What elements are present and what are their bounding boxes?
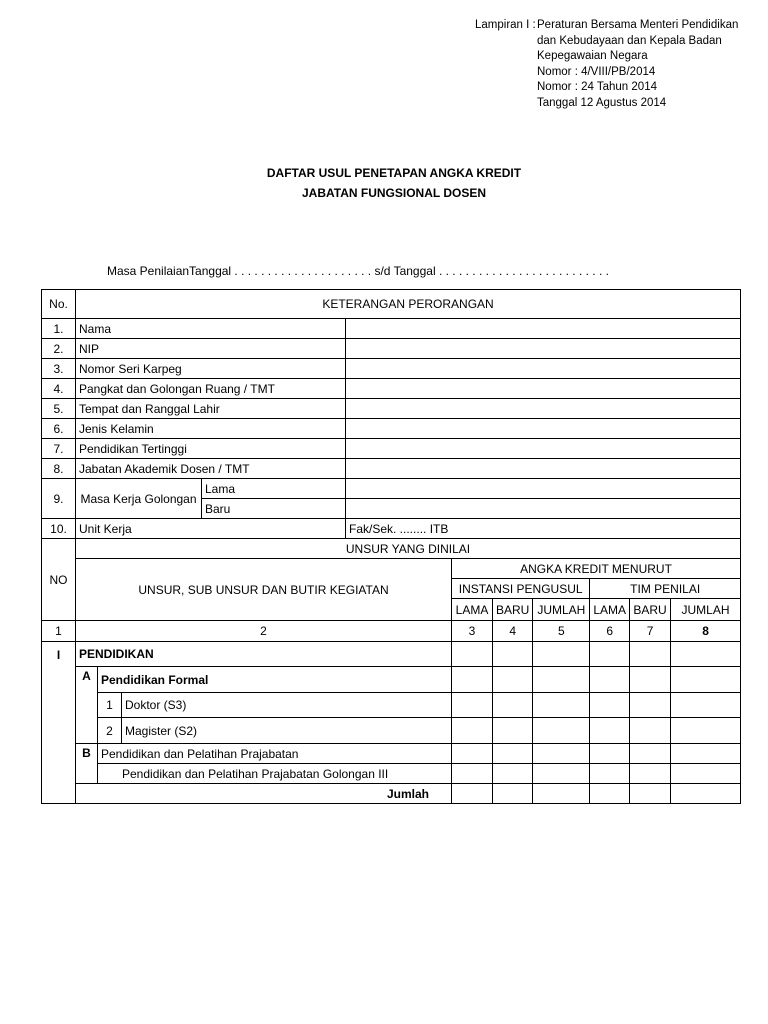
value-cell[interactable] <box>533 718 590 744</box>
no-col-header: NO <box>42 539 76 621</box>
subunsur-letter-a: A <box>76 667 98 744</box>
row-label: Nomor Seri Karpeg <box>76 359 346 379</box>
row-value[interactable] <box>346 459 741 479</box>
value-cell[interactable] <box>533 784 590 804</box>
row-value[interactable] <box>346 419 741 439</box>
doktor-label: Doktor (S3) <box>122 693 452 718</box>
masa-kerja-label: Masa Kerja Golongan <box>76 479 202 519</box>
main-table <box>41 289 741 804</box>
row-number: 6. <box>42 419 76 439</box>
sub-col-header: LAMA <box>590 599 630 621</box>
row-label: NIP <box>76 339 346 359</box>
table-row-masa-kerja <box>42 479 741 499</box>
pendidikan-row <box>42 642 741 667</box>
lampiran-line: dan Kebudayaan dan Kepala Badan <box>537 34 722 47</box>
value-cell[interactable] <box>630 784 671 804</box>
prajabatan-label: Pendidikan dan Pelatihan Prajabatan <box>98 744 452 764</box>
value-cell[interactable] <box>590 744 630 764</box>
prajabatan-gol-row <box>42 764 741 784</box>
value-cell[interactable] <box>671 764 741 784</box>
value-cell[interactable] <box>671 718 741 744</box>
col-number: 3 <box>452 621 493 642</box>
value-cell[interactable] <box>671 667 741 693</box>
butir-number: 1 <box>98 693 122 718</box>
row-number: 10. <box>42 519 76 539</box>
col-number: 4 <box>493 621 533 642</box>
value-cell[interactable] <box>671 784 741 804</box>
table-row <box>42 319 741 339</box>
row-number: 3. <box>42 359 76 379</box>
table-row <box>42 459 741 479</box>
value-cell[interactable] <box>630 744 671 764</box>
value-cell[interactable] <box>671 693 741 718</box>
butir-number: 2 <box>98 718 122 744</box>
row-number: 5. <box>42 399 76 419</box>
keterangan-header: KETERANGAN PERORANGAN <box>76 290 741 319</box>
lampiran-line: Tanggal 12 Agustus 2014 <box>537 96 667 109</box>
row-number: 7. <box>42 439 76 459</box>
prajabatan-gol-label: Pendidikan dan Pelatihan Prajabatan Golongan III <box>98 764 452 784</box>
row-number: 8. <box>42 459 76 479</box>
angka-kredit-header: ANGKA KREDIT MENURUT <box>452 559 741 579</box>
magister-row <box>42 718 741 744</box>
col-number: 8 <box>671 621 741 642</box>
sub-col-header: BARU <box>630 599 671 621</box>
value-cell[interactable] <box>630 693 671 718</box>
value-cell[interactable] <box>452 784 493 804</box>
value-cell[interactable] <box>590 667 630 693</box>
lampiran-line: Nomor : 24 Tahun 2014 <box>537 81 657 93</box>
value-cell[interactable] <box>493 744 533 764</box>
jumlah-label: Jumlah <box>76 784 452 804</box>
pendidikan-label: PENDIDIKAN <box>76 642 452 667</box>
row-value[interactable] <box>346 379 741 399</box>
row-label: Jenis Kelamin <box>76 419 346 439</box>
lampiran-label: Lampiran I : <box>475 19 536 31</box>
unsur-dinilai-row <box>42 539 741 559</box>
value-cell[interactable] <box>493 642 533 667</box>
sub-col-header: BARU <box>493 599 533 621</box>
unsur-dinilai-header: UNSUR YANG DINILAI <box>76 539 741 559</box>
doktor-row <box>42 693 741 718</box>
pendidikan-formal-row <box>42 667 741 693</box>
fak-sek-label: Fak/Sek. ........ ITB <box>346 519 741 539</box>
lampiran-line: Kepegawaian Negara <box>537 50 648 62</box>
value-cell[interactable] <box>533 693 590 718</box>
subunsur-letter-b: B <box>76 744 98 784</box>
value-cell[interactable] <box>590 642 630 667</box>
sub-col-header: JUMLAH <box>533 599 590 621</box>
value-cell[interactable] <box>590 784 630 804</box>
col-number: 7 <box>630 621 671 642</box>
value-cell[interactable] <box>452 667 493 693</box>
col-number: 1 <box>42 621 76 642</box>
lampiran-line: Nomor : 4/VIII/PB/2014 <box>537 65 656 78</box>
value-cell[interactable] <box>493 667 533 693</box>
magister-label: Magister (S2) <box>122 718 452 744</box>
row-value[interactable] <box>346 359 741 379</box>
table-row-unit-kerja <box>42 519 741 539</box>
row-label: Tempat dan Ranggal Lahir <box>76 399 346 419</box>
value-cell[interactable] <box>630 642 671 667</box>
row-number: 2. <box>42 339 76 359</box>
value-cell[interactable] <box>590 718 630 744</box>
col-number: 6 <box>590 621 630 642</box>
table-row <box>42 379 741 399</box>
masa-penilaian: Masa PenilaianTanggal . . . . . . . . . . . . . . . . . . . . . s/d Tanggal . . . . . . . . . . . . . . . . . . . . . . . . . . <box>107 264 609 278</box>
table-row <box>42 339 741 359</box>
unit-kerja-label: Unit Kerja <box>76 519 346 539</box>
prajabatan-row <box>42 744 741 764</box>
col-number: 2 <box>76 621 452 642</box>
value-cell[interactable] <box>452 642 493 667</box>
value-cell[interactable] <box>452 718 493 744</box>
baru-value[interactable] <box>346 499 741 519</box>
tim-penilai-header: TIM PENILAI <box>590 579 741 599</box>
value-cell[interactable] <box>533 764 590 784</box>
document-subtitle: JABATAN FUNGSIONAL DOSEN <box>301 186 486 200</box>
sub-col-header: JUMLAH <box>671 599 741 621</box>
value-cell[interactable] <box>452 764 493 784</box>
table-row <box>42 399 741 419</box>
pendidikan-formal-label: Pendidikan Formal <box>98 667 452 693</box>
row-label: Pendidikan Tertinggi <box>76 439 346 459</box>
instansi-header: INSTANSI PENGUSUL <box>452 579 590 599</box>
baru-label: Baru <box>202 499 346 519</box>
value-cell[interactable] <box>630 718 671 744</box>
row-label: Nama <box>76 319 346 339</box>
lama-value[interactable] <box>346 479 741 499</box>
value-cell[interactable] <box>533 667 590 693</box>
value-cell[interactable] <box>493 784 533 804</box>
lampiran-line: Peraturan Bersama Menteri Pendidikan <box>537 19 739 31</box>
value-cell[interactable] <box>590 693 630 718</box>
document-title: DAFTAR USUL PENETAPAN ANGKA KREDIT <box>266 166 522 180</box>
row-value[interactable] <box>346 339 741 359</box>
angka-kredit-row <box>42 559 741 579</box>
unsur-header: UNSUR, SUB UNSUR DAN BUTIR KEGIATAN <box>76 559 452 621</box>
value-cell[interactable] <box>671 642 741 667</box>
row-number: 9. <box>42 479 76 519</box>
value-cell[interactable] <box>630 667 671 693</box>
col-number: 5 <box>533 621 590 642</box>
value-cell[interactable] <box>452 744 493 764</box>
no-header: No. <box>42 290 76 319</box>
value-cell[interactable] <box>630 764 671 784</box>
value-cell[interactable] <box>671 744 741 764</box>
value-cell[interactable] <box>452 693 493 718</box>
row-value[interactable] <box>346 319 741 339</box>
row-label: Pangkat dan Golongan Ruang / TMT <box>76 379 346 399</box>
column-number-row <box>42 621 741 642</box>
lama-label: Lama <box>202 479 346 499</box>
value-cell[interactable] <box>493 693 533 718</box>
value-cell[interactable] <box>533 642 590 667</box>
lampiran-block <box>475 18 738 111</box>
jumlah-row <box>42 784 741 804</box>
value-cell[interactable] <box>493 718 533 744</box>
pendidikan-number: I <box>42 642 76 804</box>
table-row <box>42 419 741 439</box>
row-label: Jabatan Akademik Dosen / TMT <box>76 459 346 479</box>
table-header-row <box>42 290 741 319</box>
table-row <box>42 439 741 459</box>
sub-col-header: LAMA <box>452 599 493 621</box>
row-number: 4. <box>42 379 76 399</box>
value-cell[interactable] <box>533 744 590 764</box>
row-value[interactable] <box>346 399 741 419</box>
row-number: 1. <box>42 319 76 339</box>
row-value[interactable] <box>346 439 741 459</box>
value-cell[interactable] <box>590 764 630 784</box>
value-cell[interactable] <box>493 764 533 784</box>
table-row <box>42 359 741 379</box>
